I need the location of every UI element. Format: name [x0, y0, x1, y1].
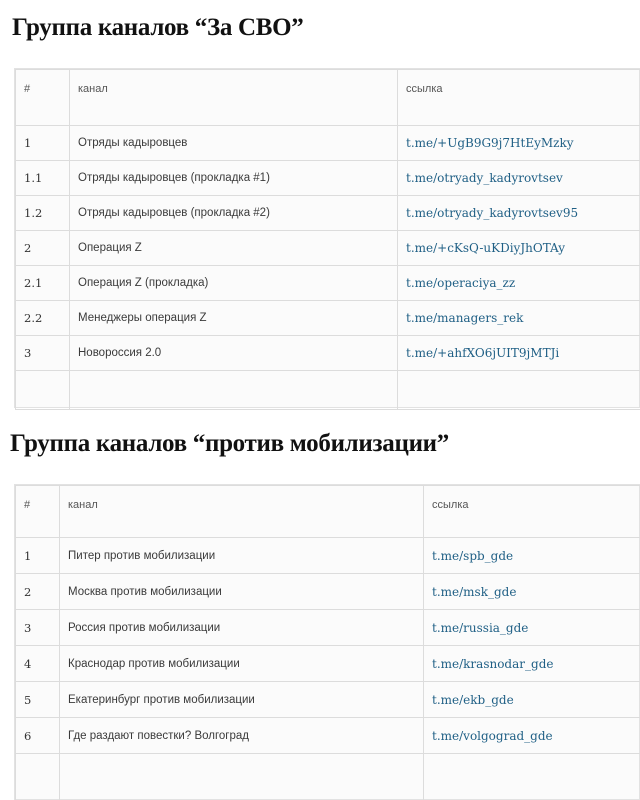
- row-num: 1: [16, 126, 70, 161]
- table-row: [16, 610, 640, 646]
- row-channel: Питер против мобилизации: [60, 538, 424, 574]
- row-num: 2.2: [16, 301, 70, 336]
- table-row: [16, 161, 640, 196]
- row-num: 1.1: [16, 161, 70, 196]
- table-row: [16, 266, 640, 301]
- empty-cell: [70, 371, 398, 410]
- row-link[interactable]: t.me/spb_gde: [424, 538, 640, 574]
- row-num: 4: [16, 646, 60, 682]
- row-num: 1: [16, 538, 60, 574]
- row-num: 3: [16, 610, 60, 646]
- row-channel: Россия против мобилизации: [60, 610, 424, 646]
- row-num: 2.1: [16, 266, 70, 301]
- row-channel: Новороссия 2.0: [70, 336, 398, 371]
- table-row: [16, 231, 640, 266]
- row-num: 1.2: [16, 196, 70, 231]
- table-panel-anti-mobilization: [14, 484, 640, 800]
- table-row: [16, 301, 640, 336]
- row-link[interactable]: t.me/+UgB9G9j7HtEyMzky: [398, 126, 640, 161]
- table-row: [16, 196, 640, 231]
- row-link[interactable]: t.me/otryady_kadyrovtsev95: [398, 196, 640, 231]
- row-channel: Отряды кадыровцев: [70, 126, 398, 161]
- empty-cell: [60, 754, 424, 800]
- header-num: #: [16, 70, 70, 126]
- section-title-pro-svo: Группа каналов “За СВО”: [12, 14, 304, 41]
- table-row: [16, 646, 640, 682]
- row-channel: Где раздают повестки? Волгоград: [60, 718, 424, 754]
- row-channel: Екатеринбург против мобилизации: [60, 682, 424, 718]
- empty-cell: [424, 754, 640, 800]
- table-header-row: [16, 486, 640, 538]
- row-num: 2: [16, 574, 60, 610]
- table-row: [16, 682, 640, 718]
- section-title-anti-mobilization: Группа каналов “против мобилизации”: [10, 430, 449, 457]
- row-channel: Москва против мобилизации: [60, 574, 424, 610]
- empty-cell: [16, 371, 70, 410]
- table-row: [16, 574, 640, 610]
- header-link: ссылка: [398, 70, 640, 126]
- row-link[interactable]: t.me/volgograd_gde: [424, 718, 640, 754]
- table-row: [16, 336, 640, 371]
- row-num: 2: [16, 231, 70, 266]
- row-channel: Операция Z (прокладка): [70, 266, 398, 301]
- table-header-row: [16, 70, 640, 126]
- table-row-empty: [16, 754, 640, 800]
- header-channel: канал: [70, 70, 398, 126]
- channels-table-anti-mobilization: [15, 485, 640, 800]
- row-link[interactable]: t.me/+cKsQ-uKDiyJhOTAy: [398, 231, 640, 266]
- row-channel: Менеджеры операция Z: [70, 301, 398, 336]
- table-row: [16, 718, 640, 754]
- table-row-empty: [16, 371, 640, 410]
- row-channel: Операция Z: [70, 231, 398, 266]
- row-link[interactable]: t.me/otryady_kadyrovtsev: [398, 161, 640, 196]
- empty-cell: [16, 754, 60, 800]
- row-channel: Отряды кадыровцев (прокладка #2): [70, 196, 398, 231]
- row-link[interactable]: t.me/operaciya_zz: [398, 266, 640, 301]
- row-num: 3: [16, 336, 70, 371]
- table-panel-pro-svo: [14, 68, 640, 408]
- row-link[interactable]: t.me/ekb_gde: [424, 682, 640, 718]
- row-link[interactable]: t.me/krasnodar_gde: [424, 646, 640, 682]
- header-link: ссылка: [424, 486, 640, 538]
- row-link[interactable]: t.me/russia_gde: [424, 610, 640, 646]
- row-num: 5: [16, 682, 60, 718]
- row-channel: Отряды кадыровцев (прокладка #1): [70, 161, 398, 196]
- channels-table-pro-svo: [15, 69, 640, 410]
- header-num: #: [16, 486, 60, 538]
- table-row: [16, 538, 640, 574]
- row-link[interactable]: t.me/msk_gde: [424, 574, 640, 610]
- row-link[interactable]: t.me/managers_rek: [398, 301, 640, 336]
- header-channel: канал: [60, 486, 424, 538]
- row-channel: Краснодар против мобилизации: [60, 646, 424, 682]
- empty-cell: [398, 371, 640, 410]
- table-row: [16, 126, 640, 161]
- row-link[interactable]: t.me/+ahfXO6jUIT9jMTJi: [398, 336, 640, 371]
- row-num: 6: [16, 718, 60, 754]
